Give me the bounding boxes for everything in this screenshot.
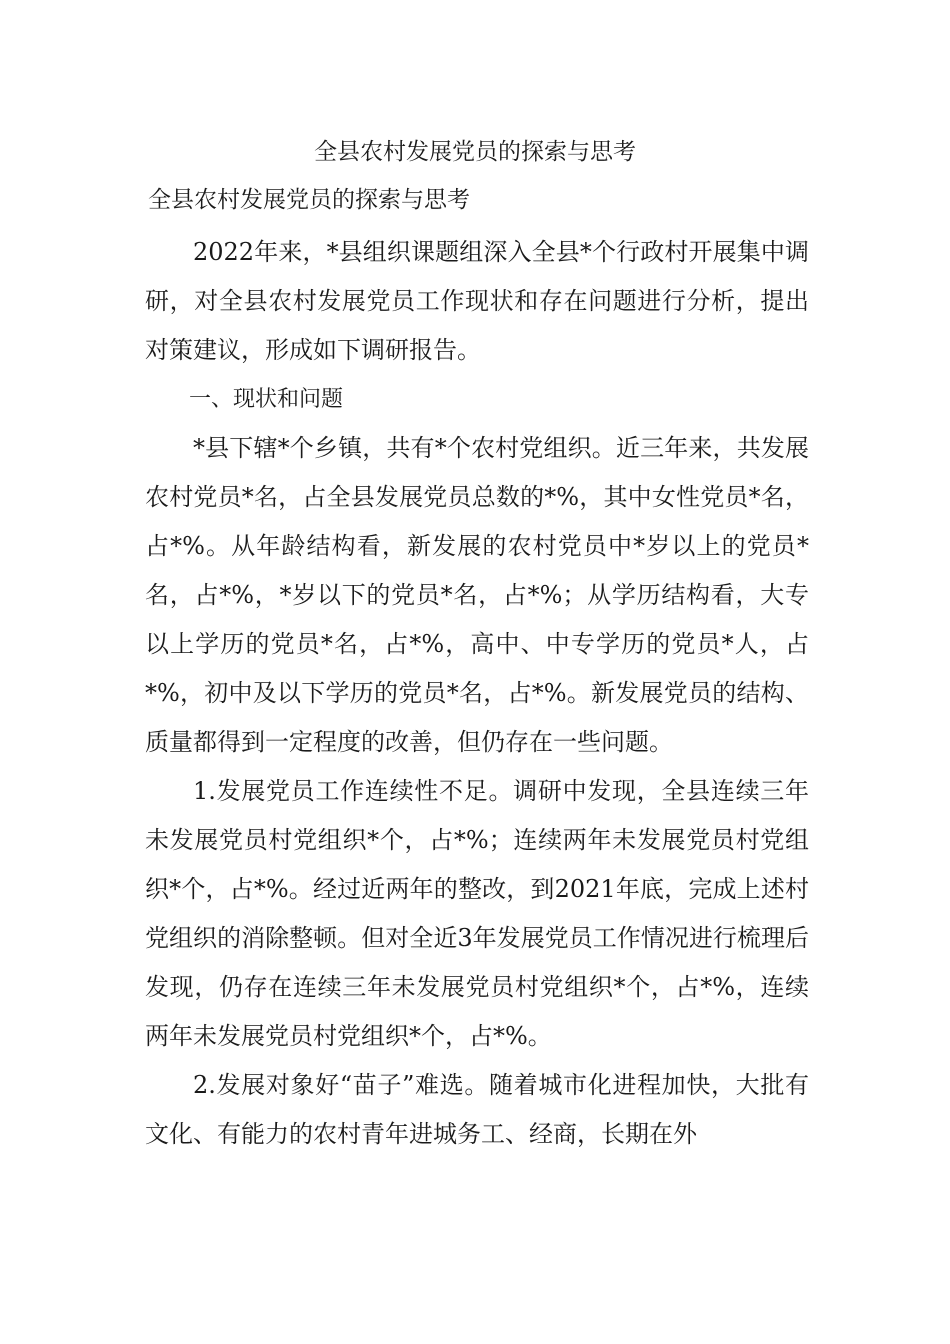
document-body	[145, 228, 809, 1159]
document-subtitle: 全县农村发展党员的探索与思考	[148, 187, 470, 213]
paragraph-intro: 2022年来，*县组织课题组深入全县*个行政村开展集中调研，对全县农村发展党员工作现状和存在问题进行分析，提出对策建议，形成如下调研报告。	[145, 238, 809, 364]
section-heading-status: 一、现状和问题	[189, 387, 344, 412]
paragraph-issue-2: 2.发展对象好“苗子”难选。随着城市化进程加快，大批有文化、有能力的农村青年进城务工、经商，长期在外	[145, 1071, 809, 1148]
paragraph-status: *县下辖*个乡镇，共有*个农村党组织。近三年来，共发展农村党员*名，占全县发展党员总数的*%，其中女性党员*名，占*%。从年龄结构看，新发展的农村党员中*岁以上的党员*名，占*%，*岁以下的党员*名，占*%；从学历结构看，大专以上学历的党员*名，占*%，高中、中专学历的党员*人，占*%，初中及以下学历的党员*名，占*%。新发展党员的结构、质量都得到一定程度的改善，但仍存在一些问题。	[145, 434, 809, 756]
document-title: 全县农村发展党员的探索与思考	[314, 139, 636, 165]
paragraph-issue-1: 1.发展党员工作连续性不足。调研中发现，全县连续三年未发展党员村党组织*个，占*%；连续两年未发展党员村党组织*个，占*%。经过近两年的整改，到2021年底，完成上述村党组织的消除整顿。但对全近3年发展党员工作情况进行梳理后发现，仍存在连续三年未发展党员村党组织*个，占*%，连续两年未发展党员村党组织*个，占*%。	[145, 777, 809, 1050]
